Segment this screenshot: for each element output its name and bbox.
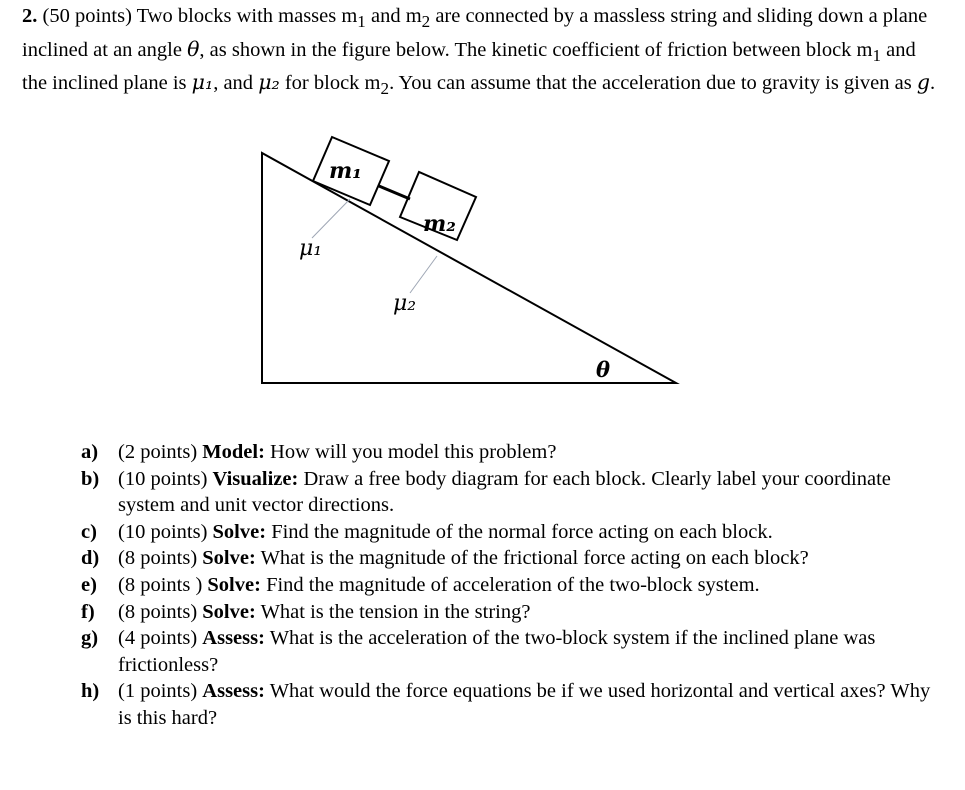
question-text: What would the force equations be if we used horizontal and vertical axes? Why is this hard? <box>118 680 931 729</box>
question-letter: c) <box>81 520 97 543</box>
question-points: (10 points) <box>118 467 208 490</box>
question-item <box>81 466 941 519</box>
question-points: (8 points ) <box>118 573 203 596</box>
question-text: Draw a free body diagram for each block. Clearly label your coordinate system and unit vector directions. <box>118 467 891 517</box>
question-item <box>81 519 941 546</box>
mu1-pointer-line <box>312 199 350 238</box>
question-text: How will you model this problem? <box>270 441 557 463</box>
question-category: Solve: <box>212 520 267 543</box>
question-text: What is the magnitude of the frictional force acting on each block? <box>260 547 809 570</box>
question-category: Solve: <box>202 547 256 570</box>
problem-points: (50 points) <box>42 5 132 27</box>
question-category: Model: <box>202 441 265 463</box>
problem-text: , as shown in the figure below. The kinetic coefficient of friction between block m <box>199 38 873 61</box>
subscript: 1 <box>872 45 882 65</box>
problem-text: and m <box>365 5 422 27</box>
mu2-pointer-line <box>410 256 437 293</box>
subscript: 2 <box>380 79 390 99</box>
problem-text: and the inclined plane is <box>22 38 916 95</box>
question-points: (2 points) <box>118 441 198 463</box>
question-letter: a) <box>81 441 99 463</box>
mu2-label: μ₂ <box>393 291 417 316</box>
mu1-symbol: μ₁ <box>191 70 214 95</box>
question-letter: f) <box>81 600 95 623</box>
subscript: 2 <box>421 12 431 32</box>
question-category: Solve: <box>207 573 261 596</box>
question-item <box>81 545 941 572</box>
question-category: Assess: <box>202 627 265 650</box>
question-item <box>81 625 941 678</box>
theta-symbol: θ <box>187 36 200 61</box>
problem-text: , and <box>213 72 259 95</box>
block-m1-label: m₁ <box>329 158 362 184</box>
mu1-label: μ₁ <box>299 236 323 261</box>
problem-text: are connected by a massless string and sliding down a plane inclined at an angle <box>22 5 928 61</box>
question-points: (8 points) <box>118 600 198 623</box>
question-text: What is the acceleration of the two-block system if the inclined plane was frictionless? <box>118 627 876 676</box>
question-letter: b) <box>81 467 100 490</box>
subscript: 1 <box>357 12 366 32</box>
angle-theta-label: θ <box>596 357 611 382</box>
question-points: (1 points) <box>118 680 198 703</box>
question-points: (4 points) <box>118 627 198 650</box>
question-letter: e) <box>81 573 97 596</box>
question-points: (8 points) <box>118 547 198 570</box>
question-category: Assess: <box>202 680 265 703</box>
connecting-string <box>379 186 410 199</box>
question-text: What is the tension in the string? <box>260 600 531 623</box>
question-letter: g) <box>81 627 99 650</box>
question-list <box>81 439 941 732</box>
problem-text: for block m <box>279 72 381 95</box>
question-item <box>81 439 941 466</box>
question-letter: d) <box>81 547 100 570</box>
incline-triangle <box>262 153 676 383</box>
question-item <box>81 678 941 731</box>
question-category: Visualize: <box>212 467 299 490</box>
problem-number: 2. <box>22 5 38 27</box>
mu2-symbol: μ₂ <box>258 70 280 95</box>
question-item <box>81 572 941 599</box>
question-text: Find the magnitude of the normal force acting on each block. <box>271 520 773 543</box>
problem-text: . <box>929 72 936 95</box>
question-points: (10 points) <box>118 520 208 543</box>
question-letter: h) <box>81 680 100 703</box>
question-text: Find the magnitude of acceleration of the two-block system. <box>266 573 760 596</box>
problem-text: Two blocks with masses m <box>131 5 358 27</box>
question-item <box>81 599 941 626</box>
gravity-symbol: g <box>916 70 930 95</box>
block-m2-label: m₂ <box>423 211 456 237</box>
question-category: Solve: <box>202 600 256 623</box>
problem-text: . You can assume that the acceleration due to gravity is given as <box>389 72 917 95</box>
